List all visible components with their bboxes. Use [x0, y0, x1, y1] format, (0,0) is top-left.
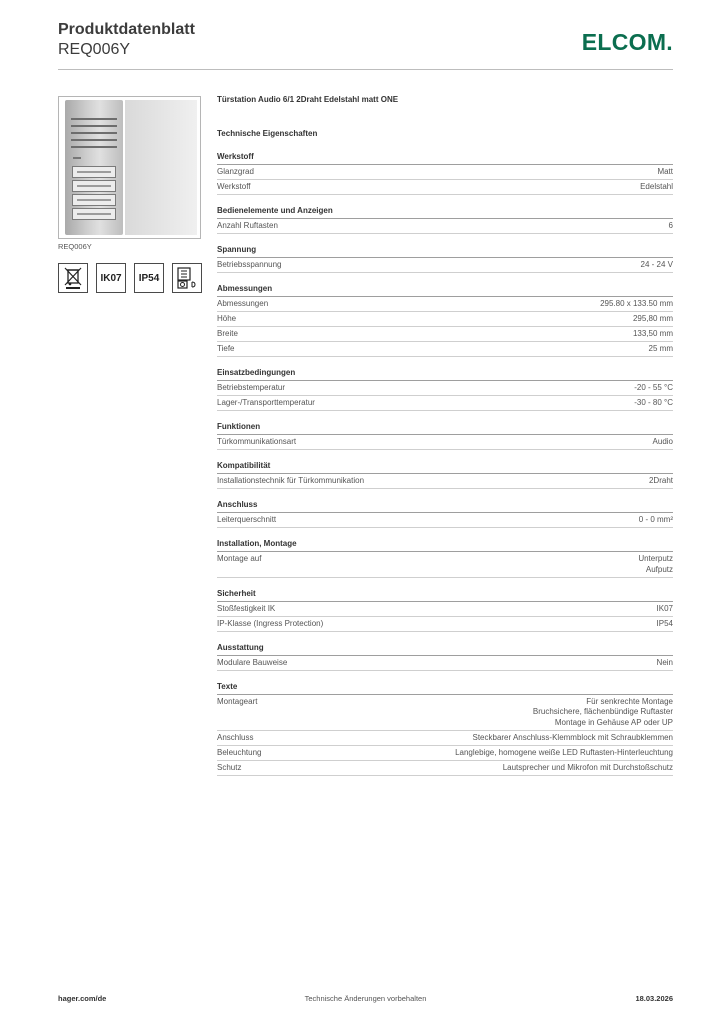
spec-row: Werkstoff Edelstahl [217, 180, 673, 195]
spec-row: Breite 133,50 mm [217, 327, 673, 342]
spec-row: Tiefe 25 mm [217, 342, 673, 357]
spec-row: Stoßfestigkeit IK IK07 [217, 602, 673, 617]
spec-row: Modulare Bauweise Nein [217, 656, 673, 671]
spec-section-material [217, 152, 673, 195]
spec-section-controls [217, 206, 673, 234]
section-title: Anschluss [217, 500, 673, 513]
spec-row: IP-Klasse (Ingress Protection) IP54 [217, 617, 673, 632]
product-name: Türstation Audio 6/1 2Draht Edelstahl matt ONE [217, 95, 399, 104]
product-code: REQ006Y [58, 41, 131, 58]
section-title: Funktionen [217, 422, 673, 435]
spec-section-installation [217, 539, 673, 578]
section-title: Abmessungen [217, 284, 673, 297]
spec-row: Glanzgrad Matt [217, 165, 673, 180]
door-station-panel [65, 100, 123, 235]
section-title: Sicherheit [217, 589, 673, 602]
page-footer [58, 994, 673, 1008]
spec-row: Montageart Für senkrechte Montage Bruchsichere, flächenbündige Ruftaster Montage in Gehäuse AP oder UP [217, 695, 673, 731]
spec-row: Türkommunikationsart Audio [217, 435, 673, 450]
section-title: Werkstoff [217, 152, 673, 165]
spec-section-voltage [217, 245, 673, 273]
spec-row: Leiterquerschnitt 0 - 0 mm² [217, 513, 673, 528]
installation-symbol-icon [172, 263, 202, 293]
section-title: Installation, Montage [217, 539, 673, 552]
spec-row: Lager-/Transporttemperatur -30 - 80 °C [217, 396, 673, 411]
document-title: Produktdatenblatt [58, 21, 195, 38]
technical-properties-title: Technische Eigenschaften [217, 129, 318, 138]
spec-section-functions [217, 422, 673, 450]
spec-row: Abmessungen 295.80 x 133.50 mm [217, 297, 673, 312]
section-title: Einsatzbedingungen [217, 368, 673, 381]
document-header [58, 20, 673, 70]
spec-row: Anschluss Steckbarer Anschluss-Klemmblock mit Schraubklemmen [217, 731, 673, 746]
spec-section-texts [217, 682, 673, 776]
spec-section-equipment [217, 643, 673, 671]
spec-row: Betriebstemperatur -20 - 55 °C [217, 381, 673, 396]
section-title: Texte [217, 682, 673, 695]
ip-rating-badge: IP54 [134, 263, 164, 293]
weee-disposal-icon [58, 263, 88, 293]
section-title: Kompatibilität [217, 461, 673, 474]
spec-row: Installationstechnik für Türkommunikation 2Draht [217, 474, 673, 489]
spec-row: Schutz Lautsprecher und Mikrofon mit Durchstoßschutz [217, 761, 673, 776]
spec-section-operating-conditions [217, 368, 673, 411]
spec-row: Höhe 295,80 mm [217, 312, 673, 327]
brand-logo: ELCOM. [581, 29, 673, 55]
ik-rating-badge: IK07 [96, 263, 126, 293]
section-title: Bedienelemente und Anzeigen [217, 206, 673, 219]
spec-section-safety [217, 589, 673, 632]
section-title: Spannung [217, 245, 673, 258]
footer-website: hager.com/de [58, 994, 107, 1003]
footer-notice: Technische Änderungen vorbehalten [304, 994, 427, 1003]
spec-section-connection [217, 500, 673, 528]
footer-date: 18.03.2026 [635, 994, 673, 1003]
spec-row: Anzahl Ruftasten 6 [217, 219, 673, 234]
product-image [58, 96, 201, 239]
spec-section-dimensions [217, 284, 673, 357]
spec-row: Beleuchtung Langlebige, homogene weiße LED Ruftasten-Hinterleuchtung [217, 746, 673, 761]
technical-specs [217, 95, 673, 776]
spec-row: Montage auf Unterputz Aufputz [217, 552, 673, 578]
spec-section-compatibility [217, 461, 673, 489]
image-caption: REQ006Y [58, 242, 92, 251]
section-title: Ausstattung [217, 643, 673, 656]
spec-row: Betriebsspannung 24 - 24 V [217, 258, 673, 273]
